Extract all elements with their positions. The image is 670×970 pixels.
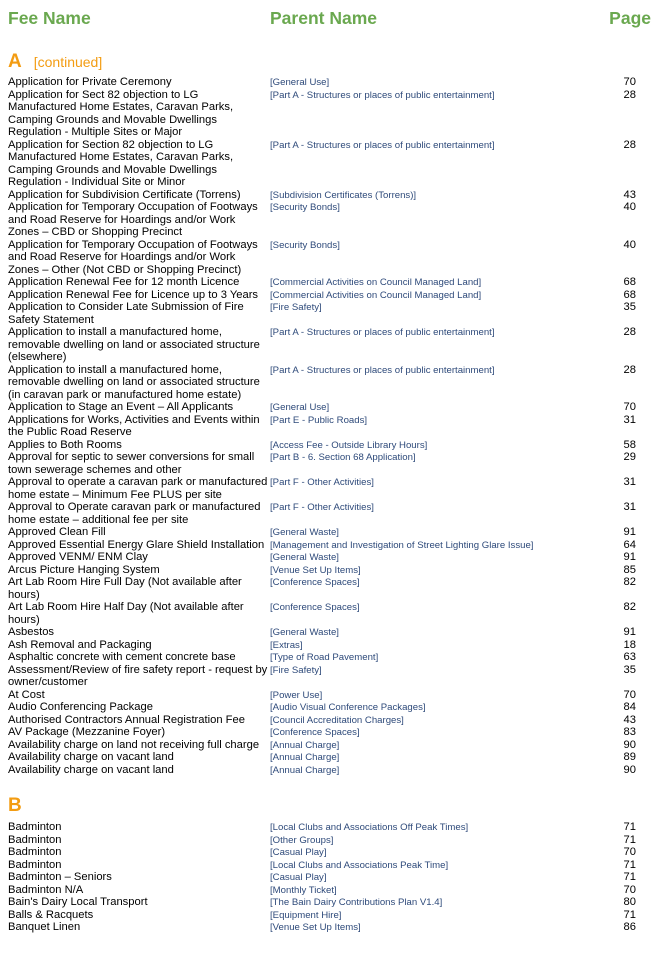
- parent-name-link[interactable]: [Part A - Structures or places of public entertainment]: [270, 364, 495, 376]
- parent-name-link[interactable]: [General Waste]: [270, 552, 339, 563]
- fee-row: [0, 821, 670, 834]
- fee-row: [0, 689, 670, 702]
- fee-name-cell: Approval to Operate caravan park or manufactured home estate – additional fee per site: [8, 501, 261, 526]
- page-number-cell: 90: [623, 763, 636, 776]
- fee-row: [0, 414, 670, 439]
- page-number-cell: 31: [623, 501, 636, 513]
- fee-row: [0, 139, 670, 189]
- parent-name-link[interactable]: [Fire Safety]: [270, 302, 322, 313]
- fee-row: [0, 601, 670, 626]
- section-heading-b: [8, 795, 22, 818]
- page-number-cell: 28: [623, 363, 636, 376]
- fee-row: [0, 701, 670, 714]
- parent-name-link[interactable]: [Part A - Structures or places of public entertainment]: [270, 89, 495, 101]
- fee-row: [0, 764, 670, 777]
- fee-name-cell: Asphaltic concrete with cement concrete base: [8, 651, 236, 663]
- page-number-cell: 83: [623, 726, 636, 738]
- parent-name-link[interactable]: [Power Use]: [270, 689, 323, 701]
- fee-row: [0, 714, 670, 727]
- fee-name-cell: Assessment/Review of fire safety report - request by owner/customer: [8, 663, 268, 688]
- fee-row: [0, 909, 670, 922]
- parent-name-link[interactable]: [Access Fee - Outside Library Hours]: [270, 439, 428, 451]
- fee-name-cell: Availability charge on land not receiving full charge: [8, 738, 260, 751]
- fee-name-cell: Banquet Linen: [8, 921, 81, 933]
- fee-name-cell: At Cost: [8, 688, 45, 701]
- parent-name-link[interactable]: [Conference Spaces]: [270, 602, 360, 613]
- fee-name-cell: Application to Stage an Event – All Applicants: [8, 401, 234, 413]
- fee-name-cell: Availability charge on vacant land: [8, 751, 174, 763]
- page-number-cell: 43: [623, 188, 636, 201]
- page-number-cell: 70: [623, 401, 636, 413]
- fee-name-cell: Art Lab Room Hire Half Day (Not available after hours): [8, 601, 244, 626]
- fee-row: [0, 476, 670, 501]
- page-number-cell: 31: [623, 413, 636, 426]
- fee-name-cell: Badminton: [8, 833, 62, 846]
- page-number-cell: 70: [623, 76, 636, 88]
- parent-name-link[interactable]: [Council Accreditation Charges]: [270, 714, 404, 726]
- page-number-cell: 70: [623, 846, 636, 858]
- parent-name-link[interactable]: [Audio Visual Conference Packages]: [270, 702, 426, 713]
- section-a-rows: [0, 76, 670, 776]
- fee-name-cell: Application for Temporary Occupation of Footways and Road Reserve for Hoardings and/or Work Zones – Other (Not CBD or Shopping Precinct): [8, 238, 258, 276]
- parent-name-link[interactable]: [Annual Charge]: [270, 764, 340, 776]
- fee-row: [0, 846, 670, 859]
- parent-name-link[interactable]: [The Bain Dairy Contributions Plan V1.4]: [270, 897, 443, 908]
- fee-name-cell: Badminton: [8, 821, 62, 833]
- fee-name-cell: Application to install a manufactured home, removable dwelling on land or associated structure (elsewhere): [8, 326, 260, 363]
- parent-name-link[interactable]: [Other Groups]: [270, 834, 334, 846]
- parent-name-link[interactable]: [Annual Charge]: [270, 739, 340, 751]
- fee-name-cell: Application to Consider Late Submission of Fire Safety Statement: [8, 301, 244, 326]
- fee-name-cell: Applications for Works, Activities and Events within the Public Road Reserve: [8, 413, 260, 438]
- fee-name-cell: Badminton N/A: [8, 883, 84, 896]
- page-number-cell: 70: [623, 883, 636, 896]
- fee-row: [0, 401, 670, 414]
- page-number-cell: 28: [623, 138, 636, 151]
- parent-name-link[interactable]: [General Use]: [270, 402, 330, 413]
- page-number-cell: 28: [623, 326, 636, 338]
- fee-row: [0, 739, 670, 752]
- fee-name-cell: Availability charge on vacant land: [8, 763, 174, 776]
- fee-row: [0, 551, 670, 564]
- page-number-cell: 90: [623, 738, 636, 751]
- parent-name-link[interactable]: [Venue Set Up Items]: [270, 564, 361, 576]
- fee-name-cell: Approved Essential Energy Glare Shield Installation: [8, 538, 265, 551]
- parent-name-link[interactable]: [Casual Play]: [270, 847, 327, 858]
- page-number-cell: 58: [623, 438, 636, 451]
- parent-name-link[interactable]: [Extras]: [270, 639, 303, 651]
- page-number-cell: 71: [623, 833, 636, 846]
- column-header-parent-name: Parent Name: [270, 8, 377, 28]
- fee-row: [0, 639, 670, 652]
- fee-row: [0, 859, 670, 872]
- page-number-cell: 64: [623, 538, 636, 551]
- page-number-cell: 89: [623, 751, 636, 763]
- fee-name-cell: Application Renewal Fee for Licence up to 3 Years: [8, 288, 259, 301]
- page-number-cell: 86: [623, 921, 636, 933]
- parent-name-link[interactable]: [Annual Charge]: [270, 752, 340, 763]
- page-number-cell: 82: [623, 601, 636, 613]
- fee-row: [0, 896, 670, 909]
- fee-name-cell: AV Package (Mezzanine Foyer): [8, 726, 166, 738]
- page-number-cell: 85: [623, 563, 636, 576]
- parent-name-link[interactable]: [Equipment Hire]: [270, 909, 342, 921]
- fee-row: [0, 289, 670, 302]
- parent-name-link[interactable]: [Local Clubs and Associations Off Peak Times]: [270, 822, 469, 833]
- fee-row: [0, 664, 670, 689]
- page-number-cell: 82: [623, 576, 636, 588]
- page-number-cell: 91: [623, 626, 636, 638]
- parent-name-link[interactable]: [Security Bonds]: [270, 202, 340, 213]
- parent-name-link[interactable]: [Part A - Structures or places of public entertainment]: [270, 139, 495, 151]
- fee-name-cell: Authorised Contractors Annual Registration Fee: [8, 713, 245, 726]
- page-number-cell: 71: [623, 821, 636, 833]
- section-letter: A: [8, 51, 22, 72]
- fee-name-cell: Asbestos: [8, 626, 55, 638]
- page-number-cell: 71: [623, 871, 636, 883]
- fee-name-cell: Application to install a manufactured home, removable dwelling on land or associated structure (in caravan park or manufactured home estate): [8, 363, 260, 401]
- fee-row: [0, 364, 670, 402]
- fee-row: [0, 871, 670, 884]
- fee-row: [0, 539, 670, 552]
- fee-row: [0, 76, 670, 89]
- parent-name-link[interactable]: [Part E - Public Roads]: [270, 414, 368, 426]
- fee-row: [0, 726, 670, 739]
- parent-name-link[interactable]: [Venue Set Up Items]: [270, 922, 361, 933]
- fee-name-cell: Approval to operate a caravan park or manufactured home estate – Minimum Fee PLUS per site: [8, 476, 268, 501]
- page-number-cell: 43: [623, 713, 636, 726]
- fee-row: [0, 921, 670, 934]
- parent-name-link[interactable]: [General Waste]: [270, 627, 339, 638]
- parent-name-link[interactable]: [General Waste]: [270, 527, 339, 538]
- page-number-cell: 63: [623, 651, 636, 663]
- fee-row: [0, 326, 670, 364]
- fee-row: [0, 834, 670, 847]
- fee-name-cell: Arcus Picture Hanging System: [8, 563, 160, 576]
- parent-name-link[interactable]: [Commercial Activities on Council Managed Land]: [270, 289, 482, 301]
- parent-name-link[interactable]: [Part A - Structures or places of public entertainment]: [270, 327, 495, 338]
- page-number-cell: 18: [623, 638, 636, 651]
- page-number-cell: 91: [623, 551, 636, 563]
- parent-name-link[interactable]: [Fire Safety]: [270, 664, 322, 676]
- parent-name-link[interactable]: [Subdivision Certificates (Torrens)]: [270, 189, 417, 201]
- page-number-cell: 70: [623, 688, 636, 701]
- fee-name-cell: Application for Subdivision Certificate (Torrens): [8, 188, 241, 201]
- parent-name-link[interactable]: [Part B - 6. Section 68 Application]: [270, 452, 416, 463]
- section-b-rows: [0, 821, 670, 934]
- parent-name-link[interactable]: [Commercial Activities on Council Managed Land]: [270, 277, 482, 288]
- fee-name-cell: Balls & Racquets: [8, 908, 94, 921]
- fee-name-cell: Badminton: [8, 858, 62, 871]
- column-header-page: Page: [609, 8, 651, 28]
- fee-row: [0, 751, 670, 764]
- page-number-cell: 80: [623, 896, 636, 908]
- fee-row: [0, 651, 670, 664]
- parent-name-link[interactable]: [Conference Spaces]: [270, 727, 360, 738]
- fee-name-cell: Approved VENM/ ENM Clay: [8, 551, 148, 563]
- parent-name-link[interactable]: [Type of Road Pavement]: [270, 652, 379, 663]
- parent-name-link[interactable]: [Management and Investigation of Street Lighting Glare Issue]: [270, 539, 534, 551]
- fee-name-cell: Application for Section 82 objection to LG Manufactured Home Estates, Caravan Parks, Camping Grounds and Movable Dwellings Regulation - Individual Site or Minor: [8, 138, 234, 188]
- page-number-cell: 40: [623, 238, 636, 251]
- fee-row: [0, 189, 670, 202]
- parent-name-link[interactable]: [Conference Spaces]: [270, 577, 360, 588]
- fee-name-cell: Application Renewal Fee for 12 month Licence: [8, 276, 240, 288]
- page-number-cell: 40: [623, 201, 636, 213]
- fee-name-cell: Art Lab Room Hire Full Day (Not available after hours): [8, 576, 242, 601]
- parent-name-link[interactable]: [Monthly Ticket]: [270, 884, 337, 896]
- fee-name-cell: Badminton – Seniors: [8, 871, 112, 883]
- column-header-fee-name: Fee Name: [8, 8, 91, 28]
- parent-name-link[interactable]: [Casual Play]: [270, 872, 327, 883]
- page-number-cell: 71: [623, 908, 636, 921]
- fee-name-cell: Application for Private Ceremony: [8, 76, 172, 88]
- fee-name-cell: Applies to Both Rooms: [8, 438, 122, 451]
- page-number-cell: 35: [623, 301, 636, 313]
- fee-name-cell: Badminton: [8, 846, 62, 858]
- page-number-cell: 68: [623, 276, 636, 288]
- parent-name-link[interactable]: [Part F - Other Activities]: [270, 502, 374, 513]
- fee-name-cell: Bain's Dairy Local Transport: [8, 896, 148, 908]
- page-number-cell: 31: [623, 476, 636, 488]
- page-number-cell: 29: [623, 451, 636, 463]
- parent-name-link[interactable]: [Part F - Other Activities]: [270, 477, 374, 488]
- parent-name-link[interactable]: [Local Clubs and Associations Peak Time]: [270, 859, 449, 871]
- parent-name-link[interactable]: [Security Bonds]: [270, 239, 340, 251]
- fee-name-cell: Audio Conferencing Package: [8, 701, 153, 713]
- fee-name-cell: Application for Sect 82 objection to LG Manufactured Home Estates, Caravan Parks, Camping Grounds and Movable Dwellings Regulation - Multiple Sites or Major: [8, 88, 234, 138]
- section-heading-a: [8, 51, 102, 74]
- page-number-cell: 71: [623, 858, 636, 871]
- fee-row: [0, 276, 670, 289]
- fee-row: [0, 884, 670, 897]
- fee-row: [0, 626, 670, 639]
- page-number-cell: 68: [623, 288, 636, 301]
- fee-name-cell: Approval for septic to sewer conversions for small town sewerage schemes and other: [8, 451, 255, 476]
- fee-row: [0, 301, 670, 326]
- section-continued-label: [continued]: [33, 54, 103, 70]
- fee-row: [0, 526, 670, 539]
- parent-name-link[interactable]: [General Use]: [270, 77, 330, 88]
- fee-row: [0, 439, 670, 452]
- fee-row: [0, 89, 670, 139]
- page-number-cell: 35: [623, 663, 636, 676]
- fee-name-cell: Approved Clean Fill: [8, 526, 106, 538]
- fee-row: [0, 576, 670, 601]
- fee-row: [0, 239, 670, 277]
- fee-row: [0, 451, 670, 476]
- fee-row: [0, 201, 670, 239]
- fee-name-cell: Application for Temporary Occupation of Footways and Road Reserve for Hoardings and/or Work Zones – CBD or Shopping Precinct: [8, 201, 258, 238]
- fee-row: [0, 564, 670, 577]
- page-number-cell: 91: [623, 526, 636, 538]
- page-number-cell: 28: [623, 88, 636, 101]
- fee-row: [0, 501, 670, 526]
- fee-name-cell: Ash Removal and Packaging: [8, 638, 152, 651]
- page-number-cell: 84: [623, 701, 636, 713]
- section-letter: B: [8, 795, 22, 816]
